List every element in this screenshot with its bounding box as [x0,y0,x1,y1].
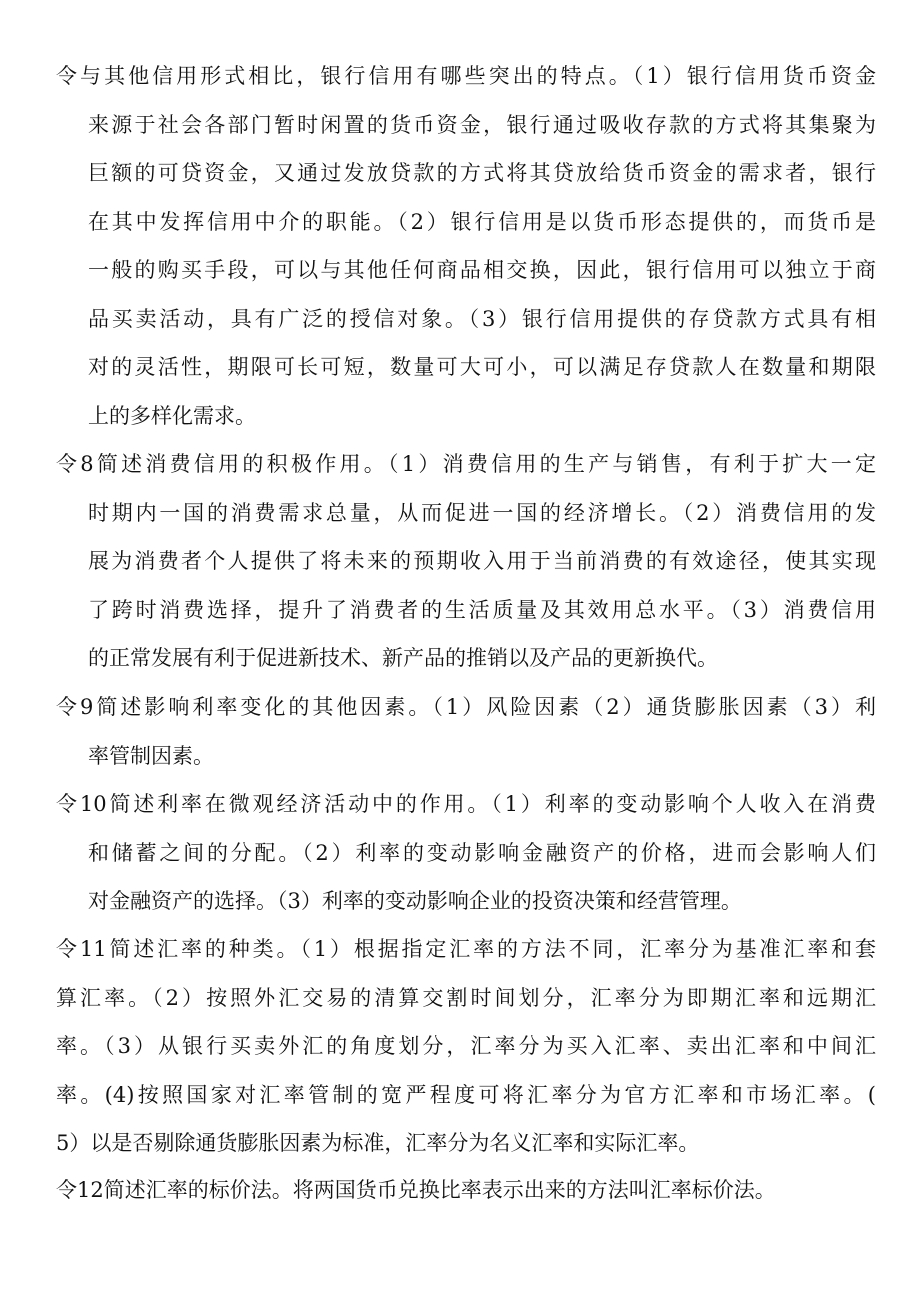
text-line: 一般的购买手段，可以与其他任何商品相交换，因此，银行信用可以独立于商 [88,258,876,282]
text-line: 令11简述汇率的种类。（1）根据指定汇率的方法不同，汇率分为基准汇率和套 [56,937,876,961]
paragraph-10-interest-micro [56,780,876,926]
text-line: 令与其他信用形式相比，银行信用有哪些突出的特点。（1）银行信用货币资金 [56,64,876,88]
text-line: 令9简述影响利率变化的其他因素。（1）风险因素（2）通货膨胀因素（3）利 [56,695,876,719]
paragraph-bank-credit [56,52,876,440]
text-line: 和储蓄之间的分配。（2）利率的变动影响金融资产的价格，进而会影响人们 [88,840,876,865]
text-line: 率。(4)按照国家对汇率管制的宽严程度可将汇率分为官方汇率和市场汇率。( [56,1082,876,1107]
text-line: 品买卖活动，具有广泛的授信对象。（3）银行信用提供的存贷款方式具有相 [88,306,876,331]
text-line: 令10简述利率在微观经济活动中的作用。（1）利率的变动影响个人收入在消费 [56,792,876,816]
text-line: 来源于社会各部门暂时闲置的货币资金，银行通过吸收存款的方式将其集聚为 [88,112,876,137]
text-line: 对的灵活性，期限可长可短，数量可大可小，可以满足存贷款人在数量和期限 [88,355,876,379]
text-line: 5）以是否剔除通货膨胀因素为标准，汇率分为名义汇率和实际汇率。 [56,1131,700,1155]
paragraph-12-quotation [56,1166,876,1215]
text-line: 算汇率。（2）按照外汇交易的清算交割时间划分，汇率分为即期汇率和远期汇 [56,985,876,1010]
text-line: 令12简述汇率的标价法。将两国货币兑换比率表示出来的方法叫汇率标价法。 [56,1178,776,1202]
text-line: 巨额的可贷资金，又通过发放贷款的方式将其贷放给货币资金的需求者，银行 [88,161,876,185]
text-line: 上的多样化需求。 [88,403,256,428]
text-line: 展为消费者个人提供了将未来的预期收入用于当前消费的有效途径，使其实现 [88,549,876,573]
text-line: 率。（3）从银行买卖外汇的角度划分，汇率分为买入汇率、卖出汇率和中间汇 [56,1034,876,1058]
text-line: 时期内一国的消费需求总量，从而促进一国的经济增长。（2）消费信用的发 [88,500,876,525]
text-line: 的正常发展有利于促进新技术、新产品的推销以及产品的更新换代。 [88,646,718,670]
text-line: 率管制因素。 [88,743,214,768]
text-line: 在其中发挥信用中介的职能。（2）银行信用是以货币形态提供的，而货币是 [88,209,876,234]
text-line: 对金融资产的选择。（3）利率的变动影响企业的投资决策和经营管理。 [88,889,742,913]
text-line: 令8简述消费信用的积极作用。（1）消费信用的生产与销售，有利于扩大一定 [56,452,876,476]
paragraph-8-consumer-credit [56,440,876,683]
paragraph-9-interest-factors [56,683,876,780]
text-line: 了跨时消费选择，提升了消费者的生活质量及其效用总水平。（3）消费信用 [88,597,876,622]
paragraph-11-exchange-rate-types [56,925,876,1168]
